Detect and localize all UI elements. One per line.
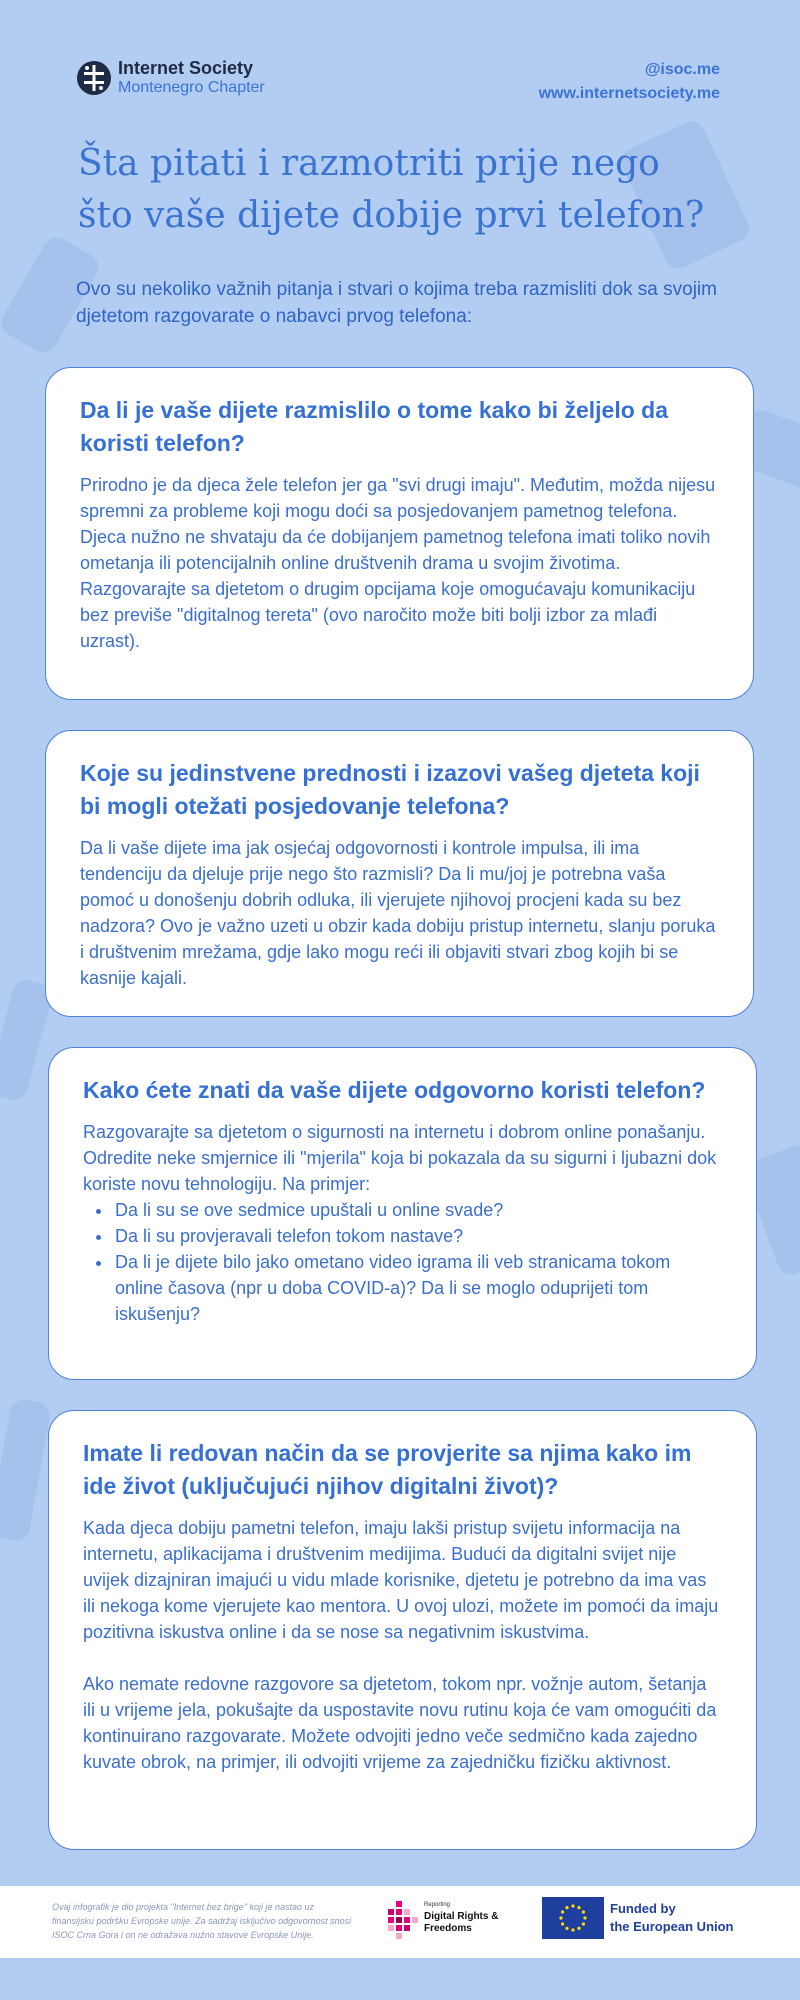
background-shape	[0, 1398, 52, 1543]
internet-society-logo-icon	[76, 60, 112, 96]
question-card-1	[45, 367, 754, 700]
pixel-mosaic-icon	[386, 1899, 420, 1943]
eu-line-1: Funded by	[610, 1901, 676, 1916]
eu-funding-text	[610, 1900, 734, 1936]
header	[76, 58, 720, 102]
digital-rights-logo	[386, 1899, 499, 1943]
org-name: Internet Society	[118, 58, 254, 78]
card-body: Kada djeca dobiju pametni telefon, imaju lakši pristup svijetu informacija na internetu, aplikacijama i društvenim medijima. Budući da digitalni svijet nije uvijek dizajniran imajući u vidu mlade korisnike, djetetu je potrebno da ima vas ili nekoga kome vjerujete kao mentora. U ovoj ulozi, možete im pomoći da imaju pozitivna iskustva online i da se nose sa negativnim iskustvima.	[83, 1518, 719, 1642]
question-card-2	[45, 730, 754, 1017]
footer	[0, 1886, 800, 1958]
contact-info	[539, 58, 720, 106]
question-card-4	[48, 1410, 757, 1850]
card-heading: Imate li redovan način da se provjerite sa njima kako im ide život (uključujući njihov digitalni život)?	[83, 1440, 692, 1499]
card-body: Da li vaše dijete ima jak osjećaj odgovornosti i kontrole impulsa, ili ima tendenciju da djeluje prije nego što razmisli? Da li mu/joj je potrebna vaša pomoć u donošenju dobrih odluka, ili vjerujete njihovoj procjeni kada su bez nadzora? Ovo je važno uzeti u obzir kada dobiju pristup internetu, slanju poruka i društvenim mrežama, gdje lako mogu reći ili objaviti stvari zbog kojih bi se kasnije kajali.	[80, 838, 716, 988]
card-heading: Da li je vaše dijete razmislilo o tome kako bi željelo da koristi telefon?	[80, 397, 668, 456]
title-line-1: Šta pitati i razmotriti prije nego	[78, 143, 660, 184]
card-heading: Koje su jedinstvene prednosti i izazovi vašeg djeteta koji bi mogli otežati posjedovanje telefona?	[80, 760, 700, 819]
card-body-2: Ako nemate redovne razgovore sa djetetom, tokom npr. vožnje autom, šetanja ili u vrijeme jela, pokušajte da uspostavite novu rutinu koja će vam omogućiti da kontinuirano razgovarate. Možete odvojiti jedno veče sedmično kada zajedno kuvate obrok, na primjer, ili odvojiti vrijeme za zajedničku fizičku aktivnost.	[83, 1674, 717, 1772]
eu-line-2: the European Union	[610, 1919, 734, 1934]
card-body: Razgovarajte sa djetetom o sigurnosti na internetu i dobrom online ponašanju. Odredite neke smjernice ili "mjerila" koja bi pokazala da su sigurni i ljubazni dok koriste novu tehnologiju. Na primjer:	[83, 1122, 717, 1194]
intro-text: Ovo su nekoliko važnih pitanja i stvari o kojima treba razmisliti dok sa svojim djetetom razgovarate o nabavci prvog telefona:	[76, 279, 717, 327]
drf-name: Digital Rights & Freedoms	[424, 1911, 499, 1934]
list-item: • Da li su se ove sedmice upuštali u online svade?	[113, 1197, 720, 1223]
eu-disclaimer: Ovaj infografik je dio projekta "Internet bez brige" koji je nastao uz finansijsku podršku Evropske unije. Za sadržaj isključivo odgovornost snosi ISOC Crna Gora i on ne odražava nužno stavove Evropske Unije.	[52, 1902, 352, 1940]
list-item: • Da li su provjeravali telefon tokom nastave?	[113, 1223, 720, 1249]
title-line-2: što vaše dijete dobije prvi telefon?	[78, 195, 705, 236]
social-handle[interactable]: @isoc.me	[644, 61, 720, 78]
drf-tagline: Reporting	[424, 1902, 451, 1908]
card-body: Prirodno je da djeca žele telefon jer ga "svi drugi imaju". Međutim, možda nijesu spremni za probleme koji mogu doći sa posjedovanjem pametnog telefona. Djeca nužno ne shvataju da će dobijanjem pametnog telefona imati toliko novih ometanja ili potencijalnih online društvenih drama u svojim životima. Razgovarajte sa djetetom o drugim opcijama koje omogućavaju komunikaciju bez previše "digitalnog tereta" (ovo naročito može biti bolji izbor za mlađi uzrast).	[80, 475, 716, 651]
list-item: • Da li je dijete bilo jako ometano video igrama ili veb stranicama tokom online časova (npr u doba COVID-a)? Da li se moglo oduprijeti tom iskušenju?	[113, 1249, 720, 1327]
eu-flag-icon	[542, 1897, 604, 1939]
page-title	[78, 138, 738, 242]
website-link[interactable]: www.internetsociety.me	[538, 85, 720, 102]
org-chapter: Montenegro Chapter	[118, 79, 265, 96]
checklist	[83, 1197, 720, 1327]
question-card-3	[48, 1047, 757, 1380]
card-heading: Kako ćete znati da vaše dijete odgovorno koristi telefon?	[83, 1077, 706, 1103]
